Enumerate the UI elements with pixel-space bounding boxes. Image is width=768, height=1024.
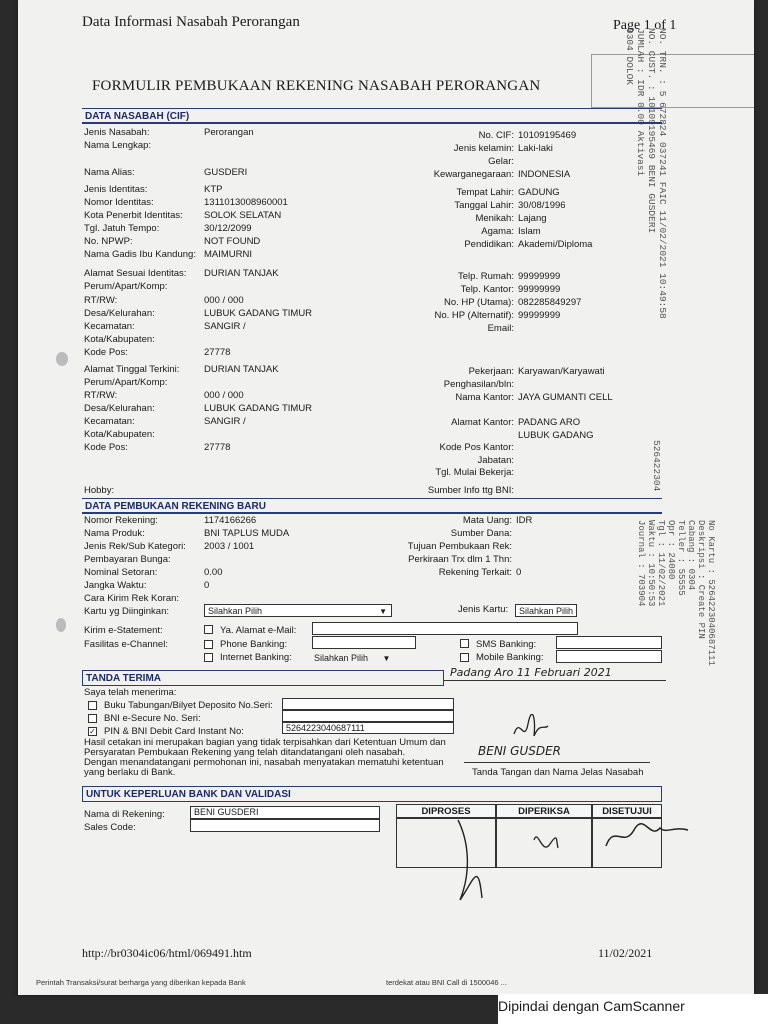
field-value: GUSDERI: [204, 167, 248, 178]
field-label: Kota/Kabupaten:: [84, 334, 155, 345]
field-label: Jabatan:: [477, 455, 514, 466]
footer-strip-left: Perintah Transaksi/surat berharga yang diberikan kepada Bank: [36, 978, 246, 987]
field-value: DURIAN TANJAK: [204, 268, 279, 279]
side-line: 0304 DOLOK: [624, 28, 635, 86]
signature-stroke: [606, 824, 688, 846]
section-header-bank: UNTUK KEPERLUAN BANK DAN VALIDASI: [82, 786, 662, 802]
side-line: NO. TRN. : 5 672824 037241 FAIC 11/02/2021 10:49:58: [657, 28, 668, 319]
field-value: 30/08/1996: [518, 200, 566, 211]
disclaimer-line: Persyaratan Pembukaan Rekening yang telah ditandatangani oleh nasabah.: [84, 747, 406, 758]
scanned-form-page: [18, 0, 754, 995]
estatement-label: Kirim e-Statement:: [84, 625, 163, 636]
field-label: Nomor Rekening:: [84, 515, 158, 526]
field-value: 27778: [204, 442, 231, 453]
field-label: Pembayaran Bunga:: [84, 554, 171, 565]
internet-banking-select[interactable]: [314, 653, 390, 663]
field-label: Nama Produk:: [84, 528, 145, 539]
camscanner-watermark: [498, 994, 768, 1024]
field-value: 99999999: [518, 284, 561, 295]
field-value: 000 / 000: [204, 295, 244, 306]
signature-stroke: [458, 820, 482, 900]
field-value: Karyawan/Karyawati: [518, 366, 605, 377]
receipt-item-label: Buku Tabungan/Bilyet Deposito No.Seri:: [104, 700, 273, 711]
field-label: Sumber Info ttg BNI:: [427, 485, 514, 496]
kartu-select-value: Silahkan Pilih: [208, 606, 263, 616]
field-label: Penghasilan/bln:: [443, 379, 514, 390]
field-label: Jenis Rek/Sub Kategori:: [84, 541, 186, 552]
receipt-item-checkbox[interactable]: [88, 701, 97, 710]
sms-banking-checkbox[interactable]: [460, 639, 469, 648]
side-line: Journal : 703904: [636, 520, 646, 607]
field-value: MAIMURNI: [204, 249, 253, 260]
field-value: Lajang: [518, 213, 547, 224]
mobile-banking-field[interactable]: [556, 650, 662, 663]
field-label: RT/RW:: [84, 390, 118, 401]
field-label: Perkiraan Trx dlm 1 Thn:: [408, 554, 512, 565]
signature-caption: Tanda Tangan dan Nama Jelas Nasabah: [472, 767, 644, 778]
field-label: Kewarganegaraan:: [433, 169, 514, 180]
field-label: Jenis Identitas:: [84, 184, 148, 195]
side-card-number: [651, 440, 662, 491]
field-value: NOT FOUND: [204, 236, 261, 247]
disclaimer-line: Dengan menandatangani permohonan ini, nasabah menyatakan mematuhi ketentuan: [84, 757, 444, 768]
internet-banking-select-value: Silahkan Pilih: [314, 653, 369, 663]
field-label: Alamat Tinggal Terkini:: [84, 364, 180, 375]
field-value: Perorangan: [204, 127, 254, 138]
field-label: Tgl. Mulai Bekerja:: [435, 467, 514, 478]
field-value: LUBUK GADANG TIMUR: [204, 403, 313, 414]
jenis-kartu-select[interactable]: Silahkan Pilih: [515, 604, 577, 617]
transaction-stamp-box: [591, 54, 754, 108]
chevron-down-icon: ▼: [382, 654, 391, 663]
field-value: INDONESIA: [518, 169, 571, 180]
handwritten-place-date: Padang Aro 11 Februari 2021: [450, 666, 612, 679]
page-number: Page 1 of 1: [613, 18, 677, 33]
diproses-header: DIPROSES: [396, 804, 496, 818]
field-label: Nama Gadis Ibu Kandung:: [84, 249, 196, 260]
field-value: 30/12/2099: [204, 223, 252, 234]
field-label: Mata Uang:: [462, 515, 512, 526]
handwritten-signer-name: BENI GUSDER: [478, 744, 562, 758]
field-label: Nama Alias:: [84, 167, 135, 178]
field-label: Kode Pos Kantor:: [439, 442, 514, 453]
disclaimer-line: yang berlaku di Bank.: [84, 767, 176, 778]
field-label: Sumber Dana:: [450, 528, 512, 539]
chevron-down-icon: ▼: [379, 607, 387, 616]
field-value: 10109195469: [518, 130, 577, 141]
footer-strip-right: terdekat atau BNI Call di 1500046 ...: [386, 978, 507, 987]
field-value: SOLOK SELATAN: [204, 210, 282, 221]
field-label: Tujuan Pembukaan Rek:: [407, 541, 512, 552]
side-line: Tgl : 11/02/2021: [656, 520, 666, 607]
footer-date: 11/02/2021: [598, 946, 653, 960]
field-value: 1311013008960001: [204, 197, 288, 208]
mobile-banking-checkbox[interactable]: [460, 653, 469, 662]
side-line: Opr : 24080: [666, 520, 676, 580]
field-label: RT/RW:: [84, 295, 118, 306]
field-value: 99999999: [518, 310, 561, 321]
echannel-label: Fasilitas e-Channel:: [84, 639, 168, 650]
field-label: Nominal Setoran:: [84, 567, 158, 578]
field-value: 2003 / 1001: [204, 541, 255, 552]
receipt-item-field[interactable]: [282, 698, 454, 710]
side-line: No Kartu : 5264223040687111: [706, 520, 716, 666]
field-value: GADUNG: [518, 187, 560, 198]
field-label: Hobby:: [84, 485, 115, 496]
sms-banking-field[interactable]: [556, 636, 662, 649]
place-date-line: [444, 680, 666, 681]
field-value: Akademi/Diploma: [518, 239, 593, 250]
receipt-item-checkbox-checked[interactable]: ✓: [89, 727, 96, 736]
field-label: Desa/Kelurahan:: [84, 308, 155, 319]
field-label: Rekening Terkait:: [438, 567, 512, 578]
card-number-field[interactable]: 5264223040687111: [282, 722, 454, 734]
field-value: 0: [516, 567, 522, 578]
sales-code-label: Sales Code:: [84, 822, 136, 833]
side-line: Teller : 55555: [676, 520, 686, 596]
field-label: No. HP (Utama):: [443, 297, 514, 308]
field-label: Alamat Kantor:: [451, 417, 514, 428]
field-label: Jangka Waktu:: [84, 580, 147, 591]
field-label: Nama Lengkap:: [84, 140, 152, 151]
field-value: Laki-laki: [518, 143, 553, 154]
field-value: LUBUK GADANG: [518, 430, 594, 441]
field-label: Kecamatan:: [84, 321, 135, 332]
field-label: Kode Pos:: [84, 347, 128, 358]
field-label: Kota/Kabupaten:: [84, 429, 155, 440]
field-label: Alamat Sesuai Identitas:: [84, 268, 187, 279]
diperiksa-header: DIPERIKSA: [496, 804, 592, 818]
receipt-item-label: PIN & BNI Debit Card Instant No:: [104, 726, 244, 737]
internet-banking-checkbox[interactable]: [204, 653, 213, 662]
disetujui-header: DISETUJUI: [592, 804, 662, 818]
field-value: Islam: [518, 226, 541, 237]
section-header-cif: DATA NASABAH (CIF): [82, 108, 662, 124]
page-header-title: Data Informasi Nasabah Perorangan: [82, 14, 300, 30]
side-validation-print: [624, 28, 668, 319]
field-label: Kartu yg Diinginkan:: [84, 606, 170, 617]
field-label: Tanggal Lahir:: [454, 200, 514, 211]
field-label: Telp. Kantor:: [460, 284, 514, 295]
field-label: Cara Kirim Rek Koran:: [84, 593, 180, 604]
signature-line: [464, 762, 650, 763]
field-value: SANGIR /: [204, 321, 246, 332]
field-label: Jenis Nasabah:: [84, 127, 150, 138]
field-label: Nama Kantor:: [455, 392, 514, 403]
receipt-disclaimer: [84, 738, 446, 778]
field-label: Kecamatan:: [84, 416, 135, 427]
estatement-option: Ya. Alamat e-Mail:: [220, 625, 297, 636]
field-label: Jenis kelamin:: [453, 143, 514, 154]
field-value: LUBUK GADANG TIMUR: [204, 308, 313, 319]
section-header-receipt: TANDA TERIMA: [82, 670, 444, 686]
side-line: NO. CUST. : 10109195469 BENI GUSDERI: [646, 28, 657, 234]
internet-banking-label: Internet Banking:: [220, 652, 292, 663]
field-value: 000 / 000: [204, 390, 244, 401]
nama-rekening-field[interactable]: BENI GUSDERI: [190, 806, 380, 819]
estatement-checkbox[interactable]: [204, 625, 213, 634]
jenis-kartu-label: Jenis Kartu:: [458, 604, 509, 615]
phone-banking-field[interactable]: [312, 636, 416, 649]
field-label: Email:: [487, 323, 514, 334]
field-value: 99999999: [518, 271, 561, 282]
signature-stroke: [534, 837, 558, 848]
camscanner-text: Dipindai dengan CamScanner: [498, 998, 685, 1014]
phone-banking-checkbox[interactable]: [204, 640, 213, 649]
field-label: Perum/Apart/Komp:: [84, 377, 168, 388]
field-value: 0.00: [204, 567, 223, 578]
field-label: Nomor Identitas:: [84, 197, 154, 208]
signature-scribble: [510, 714, 550, 744]
field-label: Tgl. Jatuh Tempo:: [84, 223, 160, 234]
kartu-select[interactable]: [204, 604, 392, 617]
receipt-intro: Saya telah menerima:: [84, 687, 177, 698]
side-line: 526422304: [651, 440, 662, 492]
field-label: No. HP (Alternatif):: [434, 310, 514, 321]
field-value: DURIAN TANJAK: [204, 364, 279, 375]
field-label: Pendidikan:: [464, 239, 514, 250]
field-value: BNI TAPLUS MUDA: [204, 528, 290, 539]
field-label: Kota Penerbit Identitas:: [84, 210, 183, 221]
section-header-account: DATA PEMBUKAAN REKENING BARU: [82, 498, 662, 514]
estatement-email-field[interactable]: [312, 622, 578, 635]
side-line: Cabang : 0304: [686, 520, 696, 591]
punch-hole: [56, 352, 68, 366]
field-label: Perum/Apart/Komp:: [84, 281, 168, 292]
field-value: IDR: [516, 515, 533, 526]
field-label: Desa/Kelurahan:: [84, 403, 155, 414]
bank-officer-signatures: [438, 800, 698, 910]
side-line: Deskripsi : Create PIN: [696, 520, 706, 639]
field-label: Gelar:: [488, 156, 514, 167]
receipt-item-field[interactable]: [282, 710, 454, 722]
field-value: 082285849297: [518, 297, 582, 308]
side-line: JUMLAH : IDR 0.00 Aktivasi: [635, 28, 646, 177]
field-label: Kode Pos:: [84, 442, 128, 453]
receipt-item-label: BNI e-Secure No. Seri:: [104, 713, 201, 724]
field-value: KTP: [204, 184, 223, 195]
field-label: Menikah:: [475, 213, 514, 224]
field-value: 0: [204, 580, 210, 591]
punch-hole: [56, 618, 66, 632]
sales-code-field[interactable]: [190, 819, 380, 832]
field-label: Pekerjaan:: [468, 366, 514, 377]
form-title: FORMULIR PEMBUKAAN REKENING NASABAH PERORANGAN: [92, 78, 541, 94]
field-value: PADANG ARO: [518, 417, 581, 428]
field-value: JAYA GUMANTI CELL: [518, 392, 613, 403]
phone-banking-label: Phone Banking:: [220, 639, 288, 650]
field-label: Tempat Lahir:: [456, 187, 514, 198]
receipt-item-checkbox[interactable]: [88, 714, 97, 723]
field-label: Agama:: [481, 226, 514, 237]
field-label: No. NPWP:: [84, 236, 133, 247]
field-value: 27778: [204, 347, 231, 358]
field-value: SANGIR /: [204, 416, 246, 427]
field-label: No. CIF:: [478, 130, 514, 141]
side-line: Waktu : 10:50:53: [646, 520, 656, 607]
mobile-banking-label: Mobile Banking:: [476, 652, 544, 663]
footer-url: http://br0304ic06/html/069491.htm: [82, 946, 252, 960]
sms-banking-label: SMS Banking:: [476, 639, 537, 650]
disclaimer-line: Hasil cetakan ini merupakan bagian yang tidak terpisahkan dari Ketentuan Umum dan: [84, 737, 446, 748]
field-value: 1174166266: [204, 515, 257, 526]
nama-rekening-label: Nama di Rekening:: [84, 809, 165, 820]
field-label: Telp. Rumah:: [458, 271, 514, 282]
